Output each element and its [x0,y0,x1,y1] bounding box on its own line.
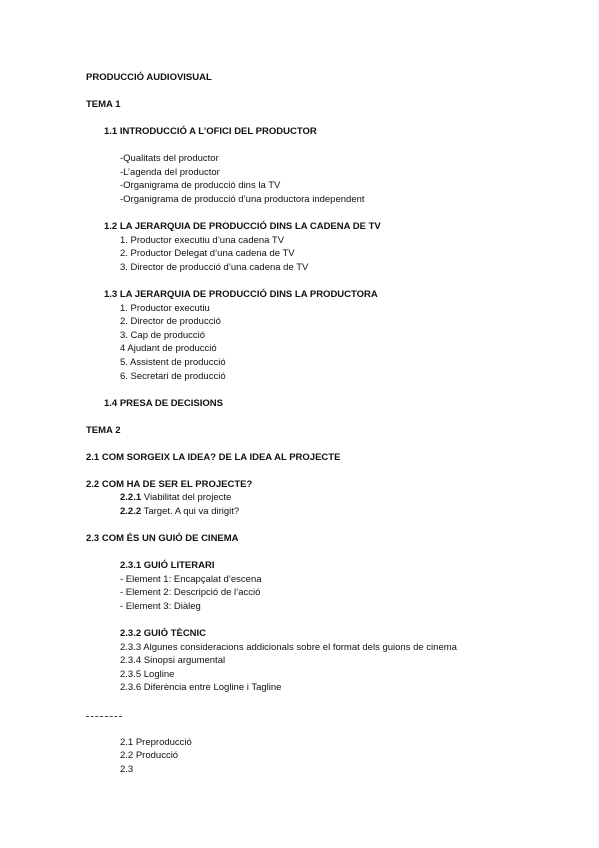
list-item: 4 Ajudant de producció [120,343,217,354]
list-item: 1. Productor executiu [120,303,210,314]
list-item: 6. Secretari de producció [120,371,226,382]
list-item: - Element 1: Encapçalat d’escena [120,574,262,585]
document-title: PRODUCCIÓ AUDIOVISUAL [86,72,212,83]
guio-literari-title: 2.3.1 GUIÓ LITERARI [120,560,215,571]
item-number: 2.2.2 [120,506,142,517]
list-item: 1. Productor executiu d’una cadena TV [120,235,285,246]
list-item: 2.3.6 Diferència entre Logline i Tagline [120,682,282,693]
section-1-4-title: 1.4 PRESA DE DECISIONS [104,398,223,409]
list-item: 2.2 Producció [120,750,179,761]
item-text: Viabilitat del projecte [141,492,232,503]
list-item [120,506,239,518]
list-item: 2.3.3 Algunes consideracions addicionals sobre el format dels guions de cinema [120,642,457,653]
divider [86,716,122,717]
list-item: 2.1 Preproducció [120,737,192,748]
item-text: Target. A qui va dirigit? [141,506,240,517]
list-item: -Organigrama de producció dins la TV [120,180,281,191]
section-2-2-title: 2.2 COM HA DE SER EL PROJECTE? [86,479,253,490]
list-item: -Qualitats del productor [120,153,219,164]
list-item: 2.3.5 Logline [120,669,175,680]
list-item: 3. Cap de producció [120,330,206,341]
list-item: -Organigrama de producció d’una productora independent [120,194,365,205]
list-item [120,492,231,504]
list-item: 5. Assistent de producció [120,357,226,368]
guio-tecnic-title: 2.3.2 GUIÓ TÈCNIC [120,628,207,639]
list-item: 2. Productor Delegat d’una cadena de TV [120,248,295,259]
item-number: 2.2.1 [120,492,142,503]
tema2-heading: TEMA 2 [86,425,121,436]
list-item: 2.3 [120,764,134,775]
list-item: 2. Director de producció [120,316,221,327]
section-2-3-title: 2.3 COM ÉS UN GUIÓ DE CINEMA [86,533,239,544]
section-1-2-title: 1.2 LA JERARQUIA DE PRODUCCIÓ DINS LA CADENA DE TV [104,221,381,232]
list-item: - Element 3: Diàleg [120,601,201,612]
section-1-3-title: 1.3 LA JERARQUIA DE PRODUCCIÓ DINS LA PRODUCTORA [104,289,378,300]
section-1-1-title: 1.1 INTRODUCCIÓ A L’OFICI DEL PRODUCTOR [104,126,317,137]
list-item: - Element 2: Descripció de l’acció [120,587,261,598]
list-item: 3. Director de producció d’una cadena de TV [120,262,309,273]
section-2-1-title: 2.1 COM SORGEIX LA IDEA? DE LA IDEA AL PROJECTE [86,452,341,463]
tema1-heading: TEMA 1 [86,99,121,110]
list-item: -L’agenda del productor [120,167,220,178]
list-item: 2.3.4 Sinopsi argumental [120,655,226,666]
